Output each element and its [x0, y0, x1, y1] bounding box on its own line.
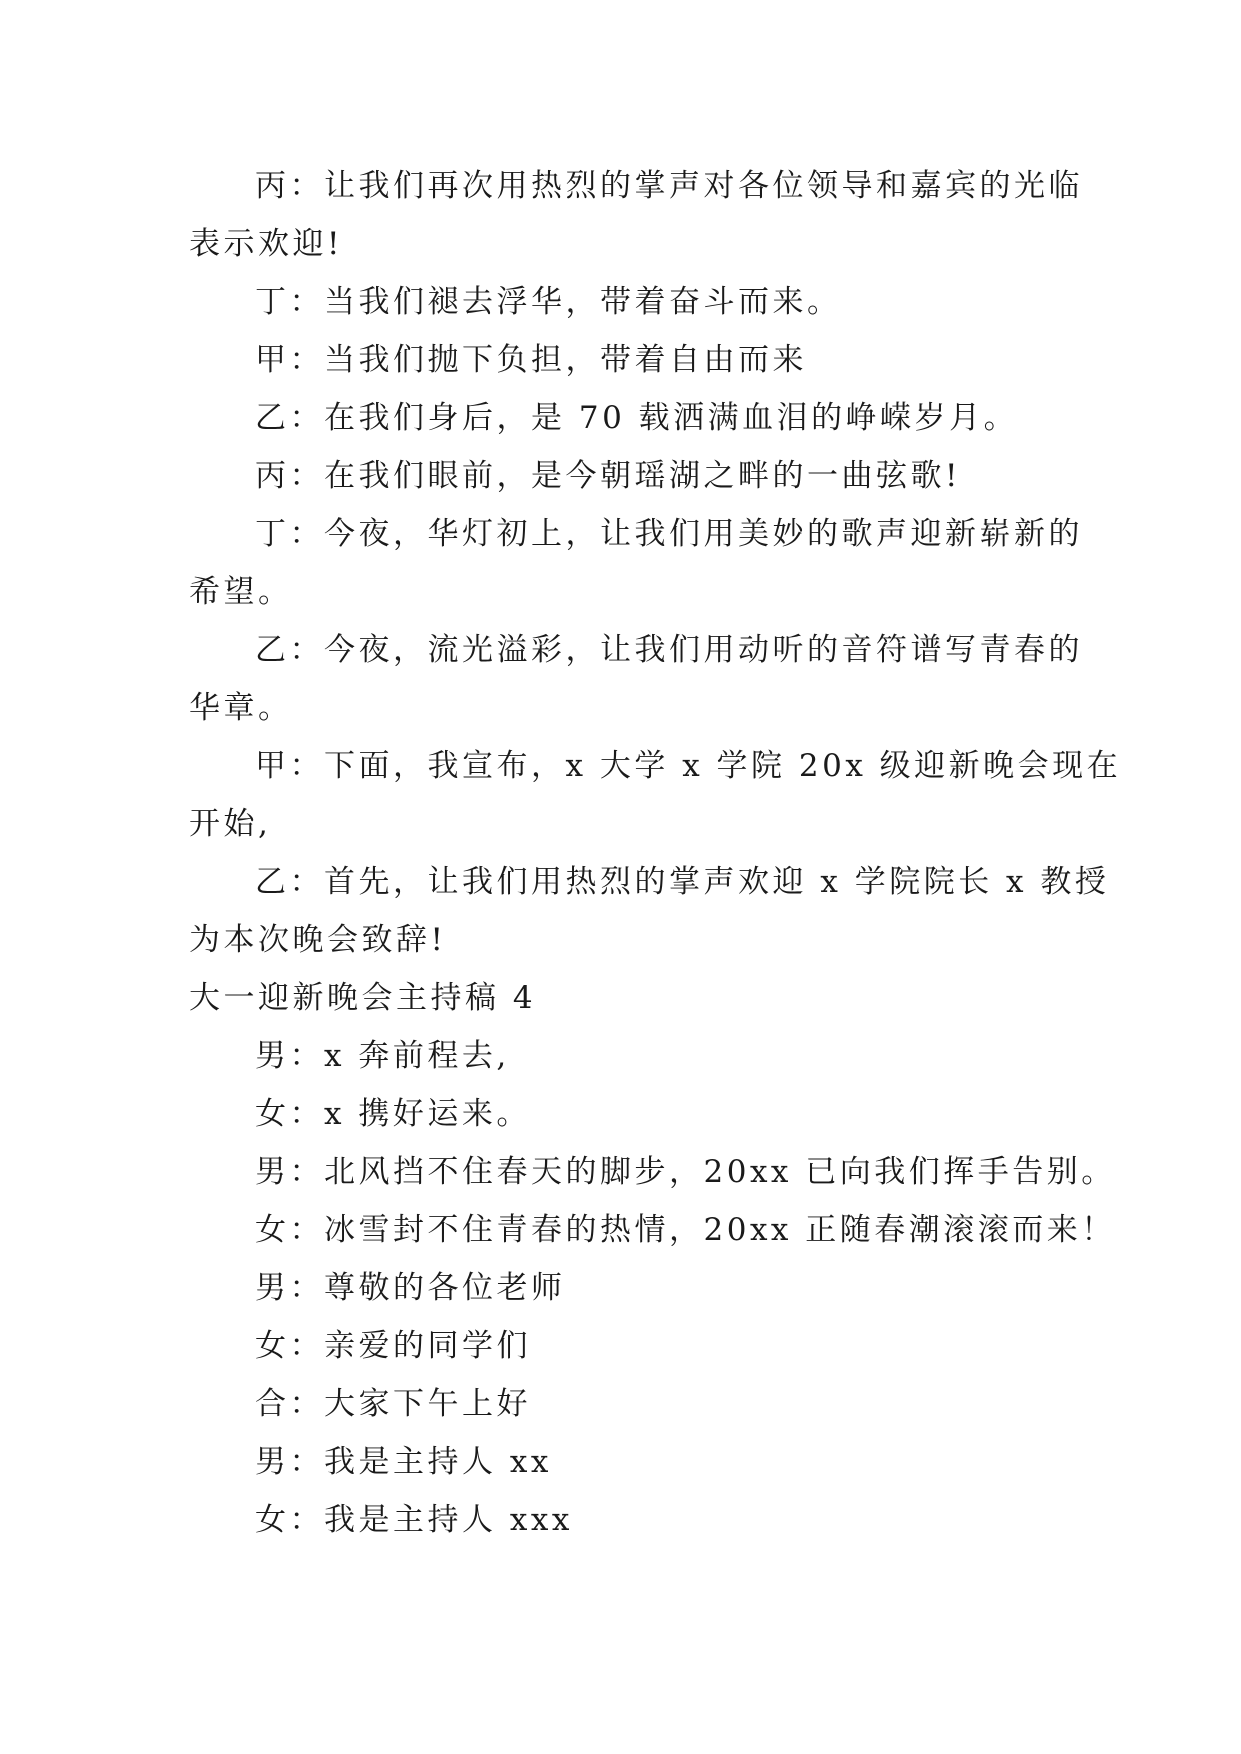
script-line: 华章。 — [189, 690, 293, 726]
script-line: 乙：今夜，流光溢彩，让我们用动听的音符谱写青春的 — [255, 632, 1083, 668]
section-heading: 大一迎新晚会主持稿 4 — [189, 980, 537, 1016]
script-line: 合：大家下午上好 — [255, 1386, 531, 1422]
script-line: 乙：首先，让我们用热烈的掌声欢迎 x 学院院长 x 教授 — [255, 864, 1110, 900]
script-line: 女：我是主持人 xxx — [255, 1502, 573, 1538]
script-line: 丙：在我们眼前，是今朝瑶湖之畔的一曲弦歌! — [255, 458, 961, 494]
script-line: 男：北风挡不住春天的脚步，20xx 已向我们挥手告别。 — [255, 1154, 1116, 1190]
script-line: 甲：当我们抛下负担，带着自由而来 — [255, 342, 807, 378]
script-line: 女：亲爱的同学们 — [255, 1328, 531, 1364]
script-line: 希望。 — [189, 574, 293, 610]
script-line: 丁：今夜，华灯初上，让我们用美妙的歌声迎新崭新的 — [255, 516, 1083, 552]
script-line: 乙：在我们身后，是 70 载洒满血泪的峥嵘岁月。 — [255, 400, 1019, 436]
script-line: 甲：下面，我宣布，x 大学 x 学院 20x 级迎新晚会现在 — [255, 748, 1122, 784]
script-line: 表示欢迎! — [189, 226, 343, 262]
script-line: 开始, — [189, 806, 272, 842]
script-line: 男：x 奔前程去, — [255, 1038, 510, 1074]
script-line: 男：我是主持人 xx — [255, 1444, 552, 1480]
script-line: 女：冰雪封不住青春的热情，20xx 正随春潮滚滚而来！ — [255, 1212, 1116, 1248]
script-line: 丁：当我们褪去浮华，带着奋斗而来。 — [255, 284, 842, 320]
script-line: 为本次晚会致辞! — [189, 922, 447, 958]
script-line: 丙：让我们再次用热烈的掌声对各位领导和嘉宾的光临 — [255, 168, 1083, 204]
document-body — [189, 157, 1122, 1549]
script-line: 女：x 携好运来。 — [255, 1096, 531, 1132]
script-line: 男：尊敬的各位老师 — [255, 1270, 566, 1306]
